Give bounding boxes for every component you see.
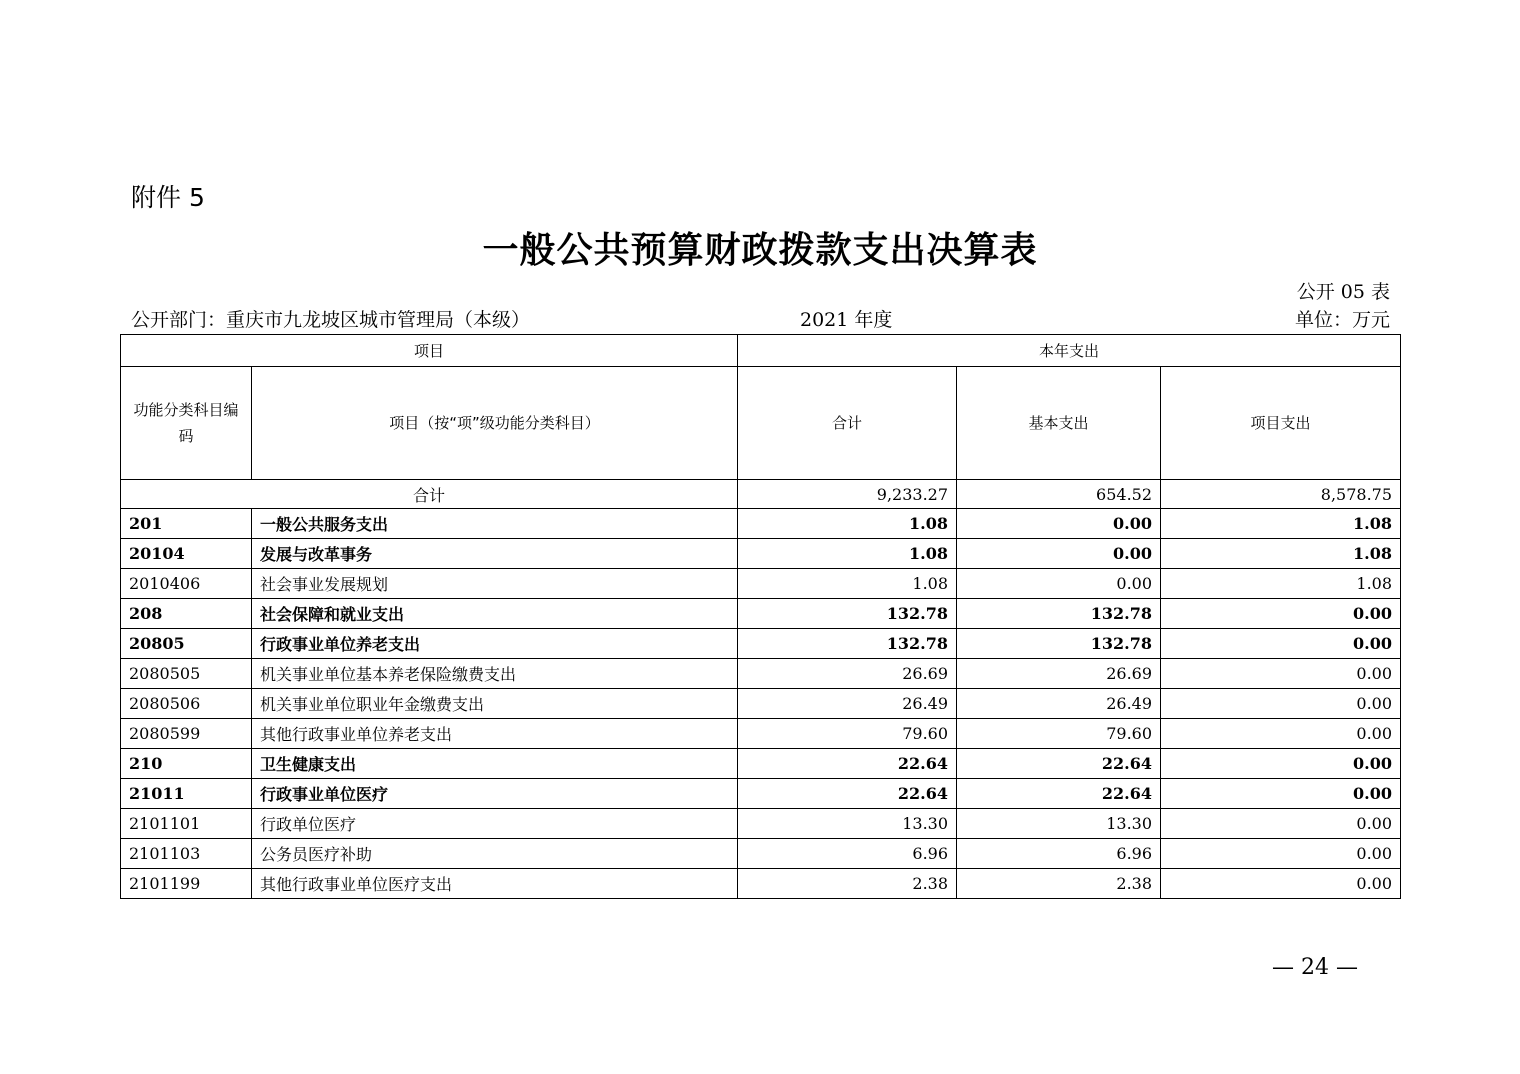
row-project: 0.00 [1161, 809, 1401, 839]
row-project: 0.00 [1161, 749, 1401, 779]
attachment-label: 附件 5 [131, 183, 205, 212]
row-project: 1.08 [1161, 509, 1401, 539]
row-basic: 132.78 [957, 629, 1161, 659]
row-code: 20805 [121, 629, 252, 659]
group-header-expenditure: 本年支出 [738, 335, 1401, 367]
table-row [121, 719, 1401, 749]
row-total: 79.60 [738, 719, 957, 749]
row-name: 公务员医疗补助 [252, 839, 738, 869]
table-code: 公开 05 表 [1296, 281, 1390, 303]
row-basic: 0.00 [957, 569, 1161, 599]
group-header-row [121, 335, 1401, 367]
row-code: 2080506 [121, 689, 252, 719]
row-project: 0.00 [1161, 719, 1401, 749]
row-project: 0.00 [1161, 839, 1401, 869]
fiscal-year: 2021 年度 [800, 309, 893, 331]
row-total: 13.30 [738, 809, 957, 839]
row-code: 208 [121, 599, 252, 629]
row-total: 1.08 [738, 509, 957, 539]
row-total: 26.69 [738, 659, 957, 689]
row-project: 0.00 [1161, 659, 1401, 689]
row-project: 1.08 [1161, 569, 1401, 599]
row-name: 行政事业单位养老支出 [252, 629, 738, 659]
column-header-row [121, 367, 1401, 480]
row-code: 2101199 [121, 869, 252, 899]
row-basic: 22.64 [957, 749, 1161, 779]
row-project: 0.00 [1161, 689, 1401, 719]
table-row [121, 509, 1401, 539]
row-project: 0.00 [1161, 599, 1401, 629]
row-basic: 0.00 [957, 539, 1161, 569]
row-total: 1.08 [738, 539, 957, 569]
row-name: 机关事业单位职业年金缴费支出 [252, 689, 738, 719]
table-row [121, 869, 1401, 899]
row-total: 132.78 [738, 599, 957, 629]
row-total: 22.64 [738, 779, 957, 809]
table-row [121, 629, 1401, 659]
row-total: 26.49 [738, 689, 957, 719]
column-header-total: 合计 [738, 367, 957, 480]
group-header-item: 项目 [121, 335, 738, 367]
total-label: 合计 [121, 480, 738, 509]
row-code: 2010406 [121, 569, 252, 599]
row-name: 机关事业单位基本养老保险缴费支出 [252, 659, 738, 689]
row-basic: 13.30 [957, 809, 1161, 839]
row-total: 2.38 [738, 869, 957, 899]
unit-label: 单位：万元 [1294, 309, 1390, 331]
row-name: 其他行政事业单位医疗支出 [252, 869, 738, 899]
row-total: 22.64 [738, 749, 957, 779]
row-name: 社会保障和就业支出 [252, 599, 738, 629]
table-row [121, 779, 1401, 809]
row-total: 6.96 [738, 839, 957, 869]
row-basic: 2.38 [957, 869, 1161, 899]
row-project: 1.08 [1161, 539, 1401, 569]
row-code: 2080505 [121, 659, 252, 689]
row-name: 行政事业单位医疗 [252, 779, 738, 809]
row-name: 发展与改革事务 [252, 539, 738, 569]
row-project: 0.00 [1161, 629, 1401, 659]
row-code: 201 [121, 509, 252, 539]
table-row [121, 809, 1401, 839]
row-basic: 0.00 [957, 509, 1161, 539]
row-basic: 26.49 [957, 689, 1161, 719]
total-cell-project: 8,578.75 [1161, 480, 1401, 509]
row-name: 卫生健康支出 [252, 749, 738, 779]
table-row [121, 689, 1401, 719]
row-name: 其他行政事业单位养老支出 [252, 719, 738, 749]
row-basic: 22.64 [957, 779, 1161, 809]
row-basic: 6.96 [957, 839, 1161, 869]
row-code: 210 [121, 749, 252, 779]
table-body [121, 480, 1401, 899]
department-label: 公开部门：重庆市九龙坡区城市管理局（本级） [131, 309, 531, 331]
table-row [121, 539, 1401, 569]
row-code: 2080599 [121, 719, 252, 749]
row-code: 21011 [121, 779, 252, 809]
table-row [121, 839, 1401, 869]
row-total: 1.08 [738, 569, 957, 599]
table-row [121, 749, 1401, 779]
total-cell-basic: 654.52 [957, 480, 1161, 509]
row-total: 132.78 [738, 629, 957, 659]
budget-table [120, 334, 1401, 899]
table-row [121, 599, 1401, 629]
row-code: 2101103 [121, 839, 252, 869]
page-number: — 24 — [1272, 955, 1358, 980]
total-row [121, 480, 1401, 509]
row-code: 2101101 [121, 809, 252, 839]
row-project: 0.00 [1161, 779, 1401, 809]
column-header-name: 项目（按“项”级功能分类科目） [252, 367, 738, 480]
page-title: 一般公共预算财政拨款支出决算表 [482, 230, 1038, 271]
total-cell-total: 9,233.27 [738, 480, 957, 509]
row-name: 一般公共服务支出 [252, 509, 738, 539]
row-code: 20104 [121, 539, 252, 569]
column-header-code: 功能分类科目编码 [121, 367, 252, 480]
table-row [121, 569, 1401, 599]
row-name: 行政单位医疗 [252, 809, 738, 839]
row-name: 社会事业发展规划 [252, 569, 738, 599]
row-project: 0.00 [1161, 869, 1401, 899]
row-basic: 79.60 [957, 719, 1161, 749]
table-row [121, 659, 1401, 689]
row-basic: 26.69 [957, 659, 1161, 689]
row-basic: 132.78 [957, 599, 1161, 629]
column-header-basic: 基本支出 [957, 367, 1161, 480]
column-header-project: 项目支出 [1161, 367, 1401, 480]
